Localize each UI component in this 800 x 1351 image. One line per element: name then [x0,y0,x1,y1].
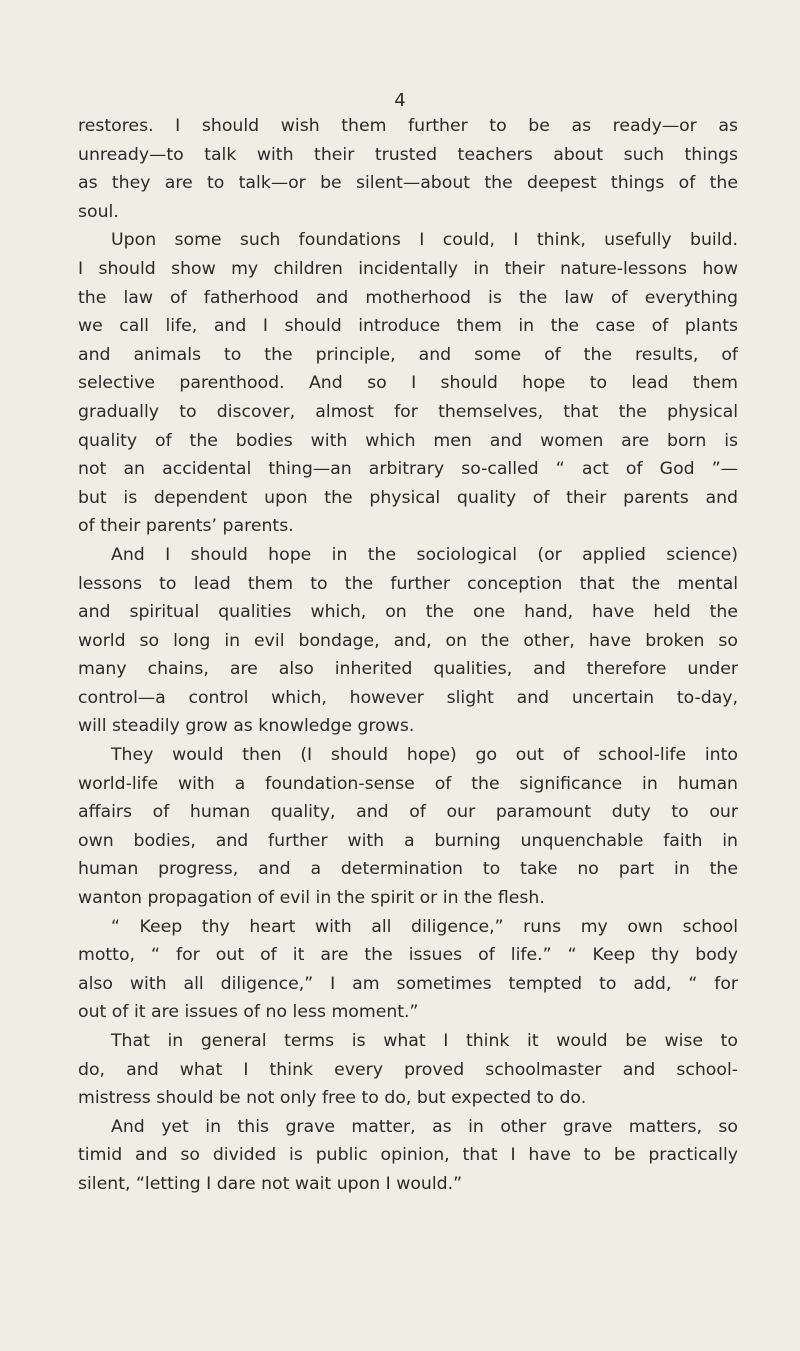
text-line: will steadily grow as knowledge grows. [78,716,415,737]
text-line: affairs of human quality, and of our paramount duty to our [78,802,738,823]
text-line: selective parenthood. And so I should hope to lead them [78,373,738,394]
text-line: lessons to lead them to the further conception that the mental [78,573,738,594]
text-line: wanton propagation of evil in the spirit or in the flesh. [78,888,545,909]
page-number: 4 [394,90,406,111]
text-line: and spiritual qualities which, on the one hand, have held the [78,602,738,623]
text-line: we call life, and I should introduce them in the case of plants [78,316,738,337]
text-line: do, and what I think every proved schoolmaster and school- [78,1059,738,1080]
text-line: mistress should be not only free to do, but expected to do. [78,1088,587,1109]
text-line: out of it are issues of no less moment.” [78,1002,419,1023]
text-line: They would then (I should hope) go out of school-life into [111,745,738,766]
text-line: I should show my children incidentally in their nature-lessons how [78,258,738,279]
text-line: world so long in evil bondage, and, on the other, have broken so [78,630,738,651]
text-line: not an accidental thing—an arbitrary so-called “ act of God ”— [78,459,738,480]
text-line: And I should hope in the sociological (or applied science) [111,544,738,565]
text-line: Upon some such foundations I could, I think, usefully build. [111,230,738,251]
text-line: many chains, are also inherited qualities, and therefore under [78,659,738,680]
text-line: the law of fatherhood and motherhood is the law of everything [78,287,738,308]
text-line: control—a control which, however slight and uncertain to-day, [78,687,738,708]
text-line: motto, “ for out of it are the issues of life.” “ Keep thy body [78,945,738,966]
text-line: of their parents’ parents. [78,516,294,537]
text-line: unready—to talk with their trusted teachers about such things [78,144,738,165]
text-line: also with all diligence,” I am sometimes tempted to add, “ for [78,973,738,994]
text-line: “ Keep thy heart with all diligence,” runs my own school [111,916,738,937]
text-line: soul. [78,201,119,222]
text-line: timid and so divided is public opinion, that I have to be practically [78,1145,738,1166]
text-line: And yet in this grave matter, as in other grave matters, so [111,1116,738,1137]
text-line: silent, “letting I dare not wait upon I would.” [78,1173,463,1194]
text-line: world-life with a foundation-sense of the significance in human [78,773,738,794]
text-line: restores. I should wish them further to be as ready—or as [78,116,738,136]
text-line: human progress, and a determination to take no part in the [78,859,738,880]
text-line: as they are to talk—or be silent—about the deepest things of the [78,173,738,194]
text-line: and animals to the principle, and some of the results, of [78,344,738,365]
body-text [78,112,738,1199]
text-line: but is dependent upon the physical quality of their parents and [78,487,738,508]
text-line: That in general terms is what I think it would be wise to [111,1031,738,1051]
text-line: gradually to discover, almost for themselves, that the physical [78,401,738,422]
text-line: quality of the bodies with which men and women are born is [78,430,738,451]
text-line: own bodies, and further with a burning unquenchable faith in [78,830,738,851]
